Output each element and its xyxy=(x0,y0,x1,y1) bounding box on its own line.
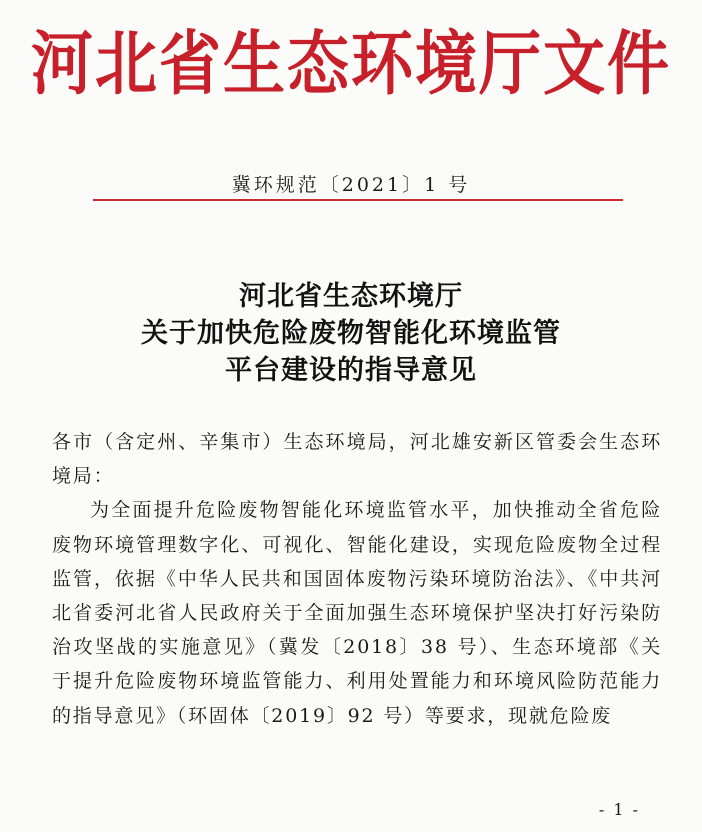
red-separator-line xyxy=(93,199,623,201)
issuer-header-title: 河北省生态环境厅文件 xyxy=(30,22,671,105)
salutation: 各市（含定州、辛集市）生态环境局，河北雄安新区管委会生态环境局： xyxy=(52,431,662,488)
body-paragraph: 为全面提升危险废物智能化环境监管水平，加快推动全省危险废物环境管理数字化、可视化、智能化建设，实现危险废物全过程监管，依据《中华人民共和国固体废物污染环境防治法》、《中共河北省委河北省人民政府关于全面加强生态环境保护坚决打好污染防治攻坚战的实施意见》（冀发〔2018〕38 号）、生态环境部《关于提升危险废物环境监管能力、利用处置能力和环境风险防范能力的指导意见》（环固体〔2019〕92 号）等要求，现就危险废 xyxy=(52,499,662,727)
title-line-1: 河北省生态环境厅 xyxy=(239,281,463,312)
document-title xyxy=(0,278,702,389)
document-body xyxy=(52,425,662,733)
title-line-3: 平台建设的指导意见 xyxy=(225,355,477,386)
document-number: 冀环规范〔2021〕1 号 xyxy=(231,174,471,196)
page-number: - 1 - xyxy=(598,800,640,819)
title-line-2: 关于加快危险废物智能化环境监管 xyxy=(141,318,561,349)
